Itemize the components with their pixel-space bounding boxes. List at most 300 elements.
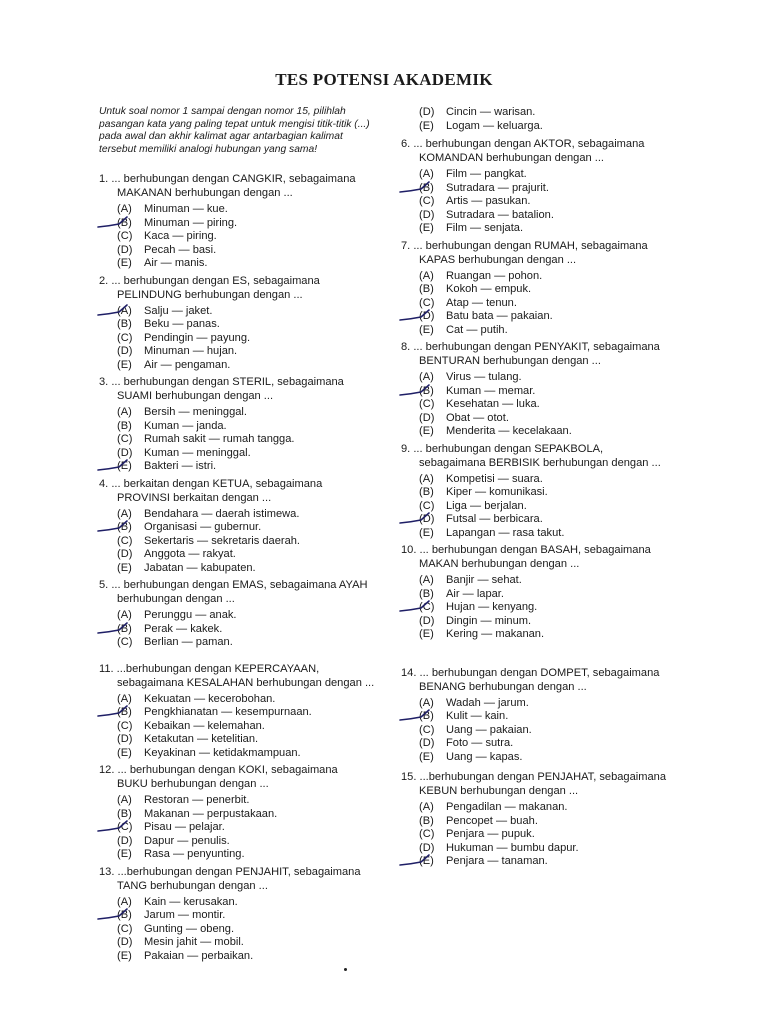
option-text: Bersih — meninggal. [144, 406, 247, 418]
option-letter: (C) [419, 828, 435, 840]
option-letter: (B) [419, 710, 434, 722]
option-item [419, 588, 686, 602]
option-letter: (D) [419, 614, 435, 627]
option-text: Kuman — memar. [446, 384, 536, 397]
question-block [99, 172, 384, 271]
option-text: Batu bata — pakaian. [446, 310, 553, 322]
option-item [419, 398, 686, 412]
question-block [99, 662, 384, 761]
option-item [419, 574, 686, 588]
option-text: Kuman — janda. [144, 419, 227, 432]
option-text: Bendahara — daerah istimewa. [144, 507, 300, 520]
question-stem-line: SUAMI berhubungan dengan ... [117, 390, 274, 402]
option-text: Bakteri — istri. [144, 460, 217, 472]
option-list [419, 801, 686, 869]
question-stem-line: MAKANAN berhubungan dengan ... [117, 187, 293, 199]
option-text: Pisau — pelajar. [144, 821, 225, 833]
option-text: Dingin — minum. [446, 614, 532, 627]
option-text: Air — lapar. [446, 587, 504, 600]
option-item [419, 270, 686, 284]
option-item [419, 425, 686, 439]
option-text: Anggota — rakyat. [144, 548, 236, 560]
option-item [117, 257, 384, 271]
option-item [117, 747, 384, 761]
option-text: Makanan — perpustakaan. [144, 807, 278, 820]
question-stem [401, 137, 686, 165]
option-letter: (C) [117, 433, 133, 445]
option-letter: (A) [419, 269, 434, 282]
option-text: Restoran — penerbit. [144, 794, 250, 806]
left-column [99, 172, 384, 963]
question-stem [99, 375, 384, 403]
option-item [117, 623, 384, 637]
option-text: Uang — kapas. [446, 750, 523, 763]
option-letter: (D) [117, 446, 133, 459]
option-letter: (A) [117, 304, 132, 317]
option-text: Kebaikan — kelemahan. [144, 719, 265, 732]
option-text: Artis — pasukan. [446, 195, 531, 207]
option-item [419, 513, 686, 527]
option-item [419, 297, 686, 311]
question-stem-line: 7. ... berhubungan dengan RUMAH, sebagaimana [401, 239, 648, 252]
option-text: Menderita — kecelakaan. [446, 425, 572, 437]
question-block [99, 375, 384, 474]
option-item [419, 195, 686, 209]
option-letter: (B) [419, 384, 434, 397]
option-text: Perunggu — anak. [144, 609, 237, 621]
option-item [419, 222, 686, 236]
option-letter: (D) [419, 513, 435, 525]
question-stem-line: MAKAN berhubungan dengan ... [419, 558, 580, 570]
option-letter: (C) [419, 296, 435, 309]
option-text: Minuman — hujan. [144, 345, 238, 357]
option-letter: (D) [117, 936, 133, 948]
option-item [419, 710, 686, 724]
option-letter: (C) [419, 723, 435, 736]
option-letter: (C) [117, 331, 133, 344]
option-item [419, 371, 686, 385]
question-block [99, 763, 384, 862]
option-item [419, 120, 686, 134]
option-letter: (D) [117, 345, 133, 357]
option-text: Keyakinan — ketidakmampuan. [144, 746, 301, 759]
option-item [117, 936, 384, 950]
option-letter: (A) [419, 574, 434, 586]
question-stem-line: PROVINSI berkaitan dengan ... [117, 491, 272, 504]
option-text: Dapur — penulis. [144, 834, 230, 847]
option-letter: (A) [117, 895, 132, 908]
option-text: Sutradara — prajurit. [446, 181, 549, 194]
question-stem-line: BENANG berhubungan dengan ... [419, 680, 587, 693]
option-list [117, 693, 384, 761]
option-letter: (D) [419, 208, 435, 221]
option-text: Rumah sakit — rumah tangga. [144, 433, 295, 445]
question-stem-line: 11. ...berhubungan dengan KEPERCAYAAN, [99, 662, 320, 675]
option-letter: (C) [117, 922, 133, 935]
question-block [401, 442, 686, 541]
option-item [419, 106, 686, 120]
option-letter: (C) [419, 601, 435, 613]
question-block [401, 137, 686, 236]
option-text: Perak — kakek. [144, 622, 223, 635]
option-text: Salju — jaket. [144, 304, 213, 317]
option-item [117, 923, 384, 937]
question-stem-line: 9. ... berhubungan dengan SEPAKBOLA, [401, 442, 604, 455]
option-list [117, 305, 384, 373]
option-item [419, 737, 686, 751]
option-item [117, 896, 384, 910]
option-letter: (E) [117, 257, 132, 269]
option-text: Logam — keluarga. [446, 119, 543, 132]
page-title: TES POTENSI AKADEMIK [275, 70, 493, 89]
option-list [419, 168, 686, 236]
option-text: Minuman — piring. [144, 216, 238, 229]
option-item [419, 815, 686, 829]
option-list [117, 406, 384, 474]
option-letter: (B) [419, 181, 434, 194]
question-stem-line: 13. ...berhubungan dengan PENJAHIT, sebagaimana [99, 865, 361, 878]
option-letter: (B) [419, 814, 434, 827]
option-letter: (A) [117, 794, 132, 806]
option-letter: (E) [419, 323, 434, 336]
question-block [99, 578, 384, 650]
option-letter: (A) [117, 406, 132, 418]
option-letter: (B) [117, 706, 132, 718]
option-item [117, 835, 384, 849]
option-item [117, 332, 384, 346]
option-item [419, 500, 686, 514]
option-text: Liga — berjalan. [446, 499, 527, 512]
option-letter: (A) [117, 203, 132, 215]
option-text: Sekertaris — sekretaris daerah. [144, 534, 300, 547]
option-letter: (D) [117, 834, 133, 847]
option-letter: (A) [117, 507, 132, 520]
option-text: Banjir — sehat. [446, 574, 522, 586]
option-text: Mesin jahit — mobil. [144, 936, 244, 948]
question-stem-line: 6. ... berhubungan dengan AKTOR, sebagaimana [401, 138, 645, 150]
option-letter: (B) [117, 521, 132, 533]
option-item [419, 283, 686, 297]
option-text: Kaca — piring. [144, 230, 217, 242]
option-text: Minuman — kue. [144, 203, 228, 215]
option-letter: (B) [117, 216, 132, 229]
option-text: Kuman — meninggal. [144, 446, 251, 459]
option-item [419, 527, 686, 541]
option-text: Ketakutan — ketelitian. [144, 733, 259, 745]
option-text: Air — pengaman. [144, 358, 231, 371]
option-text: Atap — tenun. [446, 296, 517, 309]
option-text: Kesehatan — luka. [446, 398, 540, 410]
option-item [419, 473, 686, 487]
option-text: Kompetisi — suara. [446, 472, 543, 485]
option-item [117, 406, 384, 420]
question-stem-line: TANG berhubungan dengan ... [117, 879, 268, 892]
option-text: Ruangan — pohon. [446, 269, 543, 282]
option-text: Film — pangkat. [446, 168, 527, 180]
continued-options [401, 106, 686, 133]
option-letter: (D) [419, 841, 435, 854]
question-stem [401, 543, 686, 571]
option-letter: (D) [419, 310, 435, 322]
option-item [117, 794, 384, 808]
option-text: Pengadilan — makanan. [446, 801, 568, 813]
option-list [419, 371, 686, 439]
option-text: Cincin — warisan. [446, 106, 536, 118]
option-list [419, 574, 686, 642]
question-stem-line: 14. ... berhubungan dengan DOMPET, sebagaimana [401, 666, 660, 679]
option-text: Rasa — penyunting. [144, 848, 245, 860]
question-stem-line: 8. ... berhubungan dengan PENYAKIT, sebagaimana [401, 341, 660, 353]
option-letter: (B) [419, 486, 434, 498]
option-letter: (A) [117, 609, 132, 621]
question-block [401, 770, 686, 869]
question-block [99, 865, 384, 964]
option-letter: (D) [419, 411, 435, 424]
option-item [117, 733, 384, 747]
option-text: Penjara — pupuk. [446, 828, 535, 840]
option-text: Hukuman — bumbu dapur. [446, 841, 579, 854]
option-item [419, 697, 686, 711]
question-stem-line: KAPAS berhubungan dengan ... [419, 253, 577, 266]
option-text: Gunting — obeng. [144, 922, 235, 935]
option-letter: (E) [117, 561, 132, 574]
option-letter: (B) [117, 909, 132, 921]
option-item [117, 447, 384, 461]
question-stem [401, 340, 686, 368]
option-letter: (A) [419, 371, 434, 383]
question-stem-line: BUKU berhubungan dengan ... [117, 778, 269, 790]
option-letter: (C) [117, 636, 133, 648]
option-letter: (C) [117, 821, 133, 833]
option-letter: (E) [419, 222, 434, 234]
option-text: Kiper — komunikasi. [446, 486, 548, 498]
option-item [419, 601, 686, 615]
option-item [419, 628, 686, 642]
option-letter: (E) [419, 855, 434, 867]
option-item [117, 636, 384, 650]
option-letter: (B) [117, 622, 132, 635]
option-text: Pakaian — perbaikan. [144, 949, 254, 962]
option-letter: (E) [419, 750, 434, 763]
question-stem-line: PELINDUNG berhubungan dengan ... [117, 288, 303, 301]
option-list [117, 203, 384, 271]
option-letter: (E) [117, 848, 132, 860]
option-item [419, 168, 686, 182]
option-letter: (B) [117, 318, 132, 330]
option-item [419, 486, 686, 500]
option-item [117, 359, 384, 373]
question-block [401, 239, 686, 338]
option-letter: (E) [117, 358, 132, 371]
option-letter: (E) [419, 119, 434, 132]
question-stem-line: 5. ... berhubungan dengan EMAS, sebagaimana AYAH [99, 579, 368, 591]
question-stem-line: sebagaimana KESALAHAN berhubungan dengan ... [117, 676, 375, 689]
question-stem-line: 4. ... berkaitan dengan KETUA, sebagaimana [99, 477, 323, 490]
option-text: Organisasi — gubernur. [144, 521, 262, 533]
option-item [117, 562, 384, 576]
option-text: Pengkhianatan — kesempurnaan. [144, 706, 312, 718]
question-stem [99, 172, 384, 200]
option-item [419, 209, 686, 223]
option-text: Kekuatan — kecerobohan. [144, 692, 276, 705]
option-letter: (E) [419, 628, 434, 640]
question-stem-line: sebagaimana BERBISIK berhubungan dengan ... [419, 456, 661, 469]
option-text: Kain — kerusakan. [144, 895, 238, 908]
question-stem-line: 2. ... berhubungan dengan ES, sebagaimana [99, 274, 320, 287]
option-text: Pencopet — buah. [446, 814, 538, 827]
option-letter: (E) [419, 526, 434, 539]
option-text: Berlian — paman. [144, 636, 233, 648]
question-stem-line: berhubungan dengan ... [117, 593, 235, 605]
question-block [401, 666, 686, 765]
option-item [117, 535, 384, 549]
option-item [117, 950, 384, 964]
option-text: Foto — sutra. [446, 737, 514, 749]
option-text: Beku — panas. [144, 318, 220, 330]
option-list [117, 794, 384, 862]
question-stem [99, 662, 384, 690]
option-item [419, 724, 686, 738]
option-letter: (C) [419, 398, 435, 410]
option-text: Pecah — basi. [144, 243, 217, 256]
option-text: Kulit — kain. [446, 710, 509, 722]
question-stem-line: KEBUN berhubungan dengan ... [419, 785, 579, 797]
question-stem [401, 442, 686, 470]
question-block [99, 274, 384, 373]
option-letter: (A) [419, 472, 434, 485]
question-stem [401, 666, 686, 694]
option-text: Cat — putih. [446, 323, 508, 336]
option-letter: (B) [419, 283, 434, 295]
option-letter: (A) [419, 801, 434, 813]
question-stem-line: 12. ... berhubungan dengan KOKI, sebagaimana [99, 764, 338, 776]
option-item [117, 433, 384, 447]
question-stem [99, 763, 384, 791]
instructions: Untuk soal nomor 1 sampai dengan nomor 15, pilihlah pasangan kata yang paling tepat untuk mengisi titik-titik (...) pada awal dan akhir kalimat agar antarbagian kalimat tersebut memiliki analogi hubungan yang sama! [99, 106, 370, 155]
option-text: Jabatan — kabupaten. [144, 561, 256, 574]
option-letter: (B) [117, 419, 132, 432]
option-letter: (D) [419, 737, 435, 749]
question-block [401, 543, 686, 642]
option-text: Kokoh — empuk. [446, 283, 532, 295]
option-letter: (D) [117, 548, 133, 560]
question-stem-line: BENTURAN berhubungan dengan ... [419, 355, 601, 367]
option-letter: (D) [117, 243, 133, 256]
question-stem-line: 10. ... berhubungan dengan BASAH, sebagaimana [401, 544, 651, 556]
right-column [401, 106, 686, 869]
option-text: Lapangan — rasa takut. [446, 526, 565, 539]
question-stem-line: 15. ...berhubungan dengan PENJAHAT, sebagaimana [401, 771, 666, 783]
option-item [117, 460, 384, 474]
option-item [117, 203, 384, 217]
option-item [419, 842, 686, 856]
option-letter: (C) [117, 719, 133, 732]
option-text: Obat — otot. [446, 411, 509, 424]
option-letter: (E) [117, 746, 132, 759]
option-item [419, 801, 686, 815]
option-item [117, 508, 384, 522]
question-stem-line: 1. ... berhubungan dengan CANGKIR, sebagaimana [99, 173, 356, 185]
option-letter: (C) [419, 195, 435, 207]
option-item [117, 706, 384, 720]
option-item [419, 182, 686, 196]
option-list [117, 609, 384, 650]
option-text: Jarum — montir. [144, 909, 226, 921]
option-text: Penjara — tanaman. [446, 855, 548, 867]
option-text: Film — senjata. [446, 222, 524, 234]
option-text: Sutradara — batalion. [446, 208, 554, 221]
option-item [419, 412, 686, 426]
question-stem [99, 865, 384, 893]
question-stem [401, 770, 686, 798]
option-item [419, 751, 686, 765]
option-list [419, 270, 686, 338]
option-item [419, 855, 686, 869]
option-item [419, 310, 686, 324]
option-letter: (E) [419, 425, 434, 437]
question-stem-line: KOMANDAN berhubungan dengan ... [419, 152, 605, 164]
option-letter: (A) [419, 696, 434, 709]
option-item [117, 848, 384, 862]
option-text: Air — manis. [144, 257, 208, 269]
option-item [117, 548, 384, 562]
question-block [401, 340, 686, 439]
option-list [117, 508, 384, 576]
option-item [117, 808, 384, 822]
option-text: Uang — pakaian. [446, 723, 532, 736]
question-stem-line: 3. ... berhubungan dengan STERIL, sebagaimana [99, 376, 344, 388]
question-stem [99, 274, 384, 302]
page-marker-dot [344, 968, 347, 971]
option-list [419, 697, 686, 765]
option-text: Kering — makanan. [446, 628, 545, 640]
option-text: Hujan — kenyang. [446, 601, 538, 613]
option-letter: (C) [117, 534, 133, 547]
option-item [117, 318, 384, 332]
option-list [117, 896, 384, 964]
option-item [117, 609, 384, 623]
option-letter: (E) [117, 460, 132, 472]
option-item [117, 305, 384, 319]
option-item [117, 217, 384, 231]
option-text: Virus — tulang. [446, 371, 522, 383]
option-list [419, 473, 686, 541]
option-item [117, 821, 384, 835]
option-letter: (C) [117, 230, 133, 242]
option-item [117, 244, 384, 258]
option-item [419, 615, 686, 629]
option-item [117, 720, 384, 734]
option-item [117, 909, 384, 923]
option-letter: (D) [419, 106, 435, 118]
option-list [419, 106, 686, 133]
option-item [419, 324, 686, 338]
question-block [99, 477, 384, 576]
option-letter: (C) [419, 499, 435, 512]
option-letter: (A) [117, 692, 132, 705]
option-text: Wadah — jarum. [446, 696, 529, 709]
option-item [117, 345, 384, 359]
option-letter: (A) [419, 168, 434, 180]
option-item [117, 420, 384, 434]
option-letter: (B) [419, 587, 434, 600]
option-item [419, 385, 686, 399]
question-stem [99, 477, 384, 505]
option-letter: (E) [117, 949, 132, 962]
option-text: Futsal — berbicara. [446, 513, 543, 525]
option-item [117, 693, 384, 707]
option-item [419, 828, 686, 842]
